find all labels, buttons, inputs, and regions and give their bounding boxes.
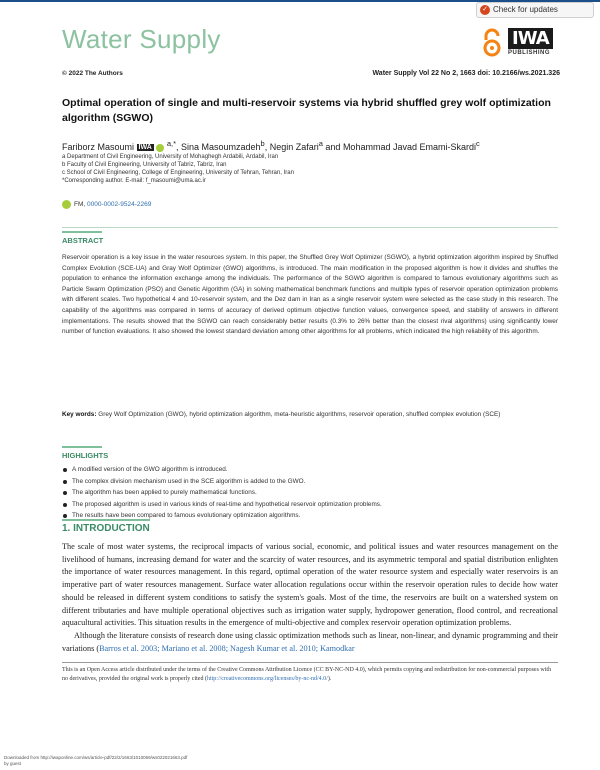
abstract-text: Reservoir operation is a key issue in the water resources system. In this paper, the Shuffled Grey Wolf Optimizer (SGWO), a hybrid optimization algorithm inspired by Shuffled Complex Evolution (SCE-UA) and Gray Wolf Optimizer (GWO) algorithms, is introduced. The main modification in the proposed algorithm is how it divides and shuffles the population to enhance the information exchange among the individuals. The performance of the SGWO algorithm is compared to famous evolutionary algorithms such as Particle Swarm Optimization (PSO) and Genetic Algorithm (GA) in solving mathematical benchmark functions and multiple types of reservoir operation optimization problems with different scales. Two hypothetical 4 and 10-reservoir system, and the Dez dam in Iran as a single reservoir system were selected as the case study in this research. The capability of the algorithms was compared in terms of accuracy of derived optimum objective function values, convergence speed, and stability of answers in different implementations. The results showed that the SGWO can reach considerably better results (0.3% to 26% better than the closest rival algorithms) using significantly lower number of function evaluations. It also showed the lowest standard deviation among other algorithms for all problems, which indicated the high reliability of this algorithm.: [62, 254, 558, 336]
copyright: © 2022 The Authors: [62, 70, 123, 77]
bullet-icon: [63, 491, 67, 495]
check-updates-label: Check for updates: [493, 5, 558, 14]
author-4[interactable]: and Mohammad Javad Emami-Skardi: [322, 142, 476, 152]
footer-divider: [62, 662, 558, 663]
check-updates-button[interactable]: [476, 2, 594, 18]
author-list: [62, 139, 562, 152]
keywords: [62, 410, 558, 421]
download-line-2: by guest: [4, 760, 22, 766]
intro-paragraph-2: [62, 630, 558, 655]
orcid-icon: [62, 200, 71, 209]
author-1[interactable]: Fariborz Masoumi: [62, 142, 135, 152]
intro-paragraph-2-text: Although the literature consists of research done using classic optimization methods such as linear, non-linear, and dynamic programming and their variations (: [62, 630, 558, 653]
abstract-heading: ABSTRACT: [62, 236, 104, 245]
affiliation-b: b Faculty of Civil Engineering, University of Tabriz, Tabriz, Iran: [62, 162, 227, 168]
license-note: [62, 666, 558, 684]
orcid-label: FM,: [74, 201, 86, 209]
highlight-text: The complex division mechanism used in the SCE algorithm is added to the GWO.: [72, 477, 306, 485]
highlights-underline: [62, 446, 102, 448]
list-item: [62, 464, 558, 476]
download-note: [4, 755, 187, 766]
download-line-1: Downloaded from http://iwaponline.com/ws/article-pdf/22/2/1663/1010069/ws022021663.pdf: [4, 755, 188, 760]
license-end: ).: [327, 676, 332, 682]
affiliation-a: a Department of Civil Engineering, University of Mohaghegh Ardabili, Ardabil, Iran: [62, 154, 279, 160]
highlight-text: The proposed algorithm is used in various kinds of real-time and hypothetical reservoir optimization problems.: [72, 500, 382, 508]
keywords-label: Key words:: [62, 411, 97, 418]
reference-links[interactable]: Barros et al. 2003; Mariano et al. 2008; Nagesh Kumar et al. 2010; Kamodkar: [99, 643, 355, 653]
author-4-mark: c: [475, 139, 480, 148]
iwa-logo-text: IWA: [508, 28, 553, 49]
publisher-logo: [478, 26, 550, 60]
author-1-marks: a,*: [166, 139, 176, 148]
divider: [62, 227, 558, 228]
journal-name[interactable]: Water Supply: [62, 24, 221, 54]
bullet-icon: [63, 480, 67, 484]
list-item: [62, 499, 558, 511]
citation[interactable]: Water Supply Vol 22 No 2, 1663 doi: 10.2166/ws.2021.326: [372, 70, 560, 77]
highlight-text: The results have been compared to famous evolutionary optimization algorithms.: [72, 512, 301, 519]
license-text: This is an Open Access article distributed under the terms of the Creative Commons Attribution Licence (CC BY-NC-ND 4.0), which permits copying and redistribution for non-commercial purposes with no derivatives, provided the original work is properly cited (: [62, 667, 552, 682]
intro-underline: [62, 519, 150, 521]
abstract-underline: [62, 231, 102, 233]
list-item: [62, 487, 558, 499]
bullet-icon: [63, 503, 67, 507]
corresponding-author: *Corresponding author. E-mail: f_masoumi@uma.ac.ir: [62, 178, 206, 184]
keywords-text: Grey Wolf Optimization (GWO), hybrid optimization algorithm, meta-heuristic algorithms, reservoir operation, shuffled complex evolution (SCE): [96, 411, 501, 418]
author-2-mark: b: [260, 139, 265, 148]
author-2[interactable]: , Sina Masoumzadeh: [176, 142, 261, 152]
orcid-icon[interactable]: [156, 144, 164, 152]
bullet-icon: [63, 514, 67, 518]
intro-body: [62, 541, 558, 655]
article-title: Optimal operation of single and multi-reservoir systems via hybrid shuffled grey wolf optimization algorithm (SGWO): [62, 97, 551, 124]
list-item: [62, 476, 558, 488]
license-link[interactable]: http://creativecommons.org/licenses/by-nc-nd/4.0/: [206, 676, 328, 682]
highlight-text: A modified version of the GWO algorithm is introduced.: [72, 466, 228, 473]
author-3-mark: a: [318, 139, 323, 148]
intro-paragraph-1: The scale of most water systems, the reciprocal impacts of various social, economic, and political issues and water resources management on the livelihood of humans, increasing demand for water and the scarcity of water resources, and its asymmetric temporal and spatial distribution enlighten the importance of water resources management. In this regard, optimal operation of the water resource system and especially water reservoirs is an imperative part of water resources management. Surface water allocation regulations occur within the reservoir operation rules to decide how water should be released in different system conditions to satisfy the system's goals. Most of the time, the reservoirs are built on a watershed system on different tributaries and have multiple operational objectives such as irrigation water supply, hydropower generation, flood control, and recreational aquacultural activities. This situation results in the emergence of multi-objective and complex reservoir operation optimization problems.: [62, 542, 558, 628]
intro-heading: 1. INTRODUCTION: [62, 523, 150, 534]
highlights-list: [62, 464, 558, 522]
iwa-member-icon: IWA: [138, 144, 152, 152]
open-access-icon: [480, 28, 504, 58]
publishing-label: PUBLISHING: [508, 50, 551, 56]
highlights-heading: HIGHLIGHTS: [62, 451, 109, 460]
author-3[interactable]: , Negin Zafari: [264, 142, 319, 152]
bullet-icon: [63, 468, 67, 472]
highlight-text: The algorithm has been applied to purely mathematical functions.: [72, 489, 257, 496]
crossmark-icon: ✓: [480, 5, 490, 15]
orcid-link[interactable]: 0000-0002-9524-2269: [87, 201, 152, 209]
orcid-line: [62, 200, 151, 209]
affiliation-c: c School of Civil Engineering, College of Engineering, University of Tehran, Tehran, Iran: [62, 170, 294, 176]
